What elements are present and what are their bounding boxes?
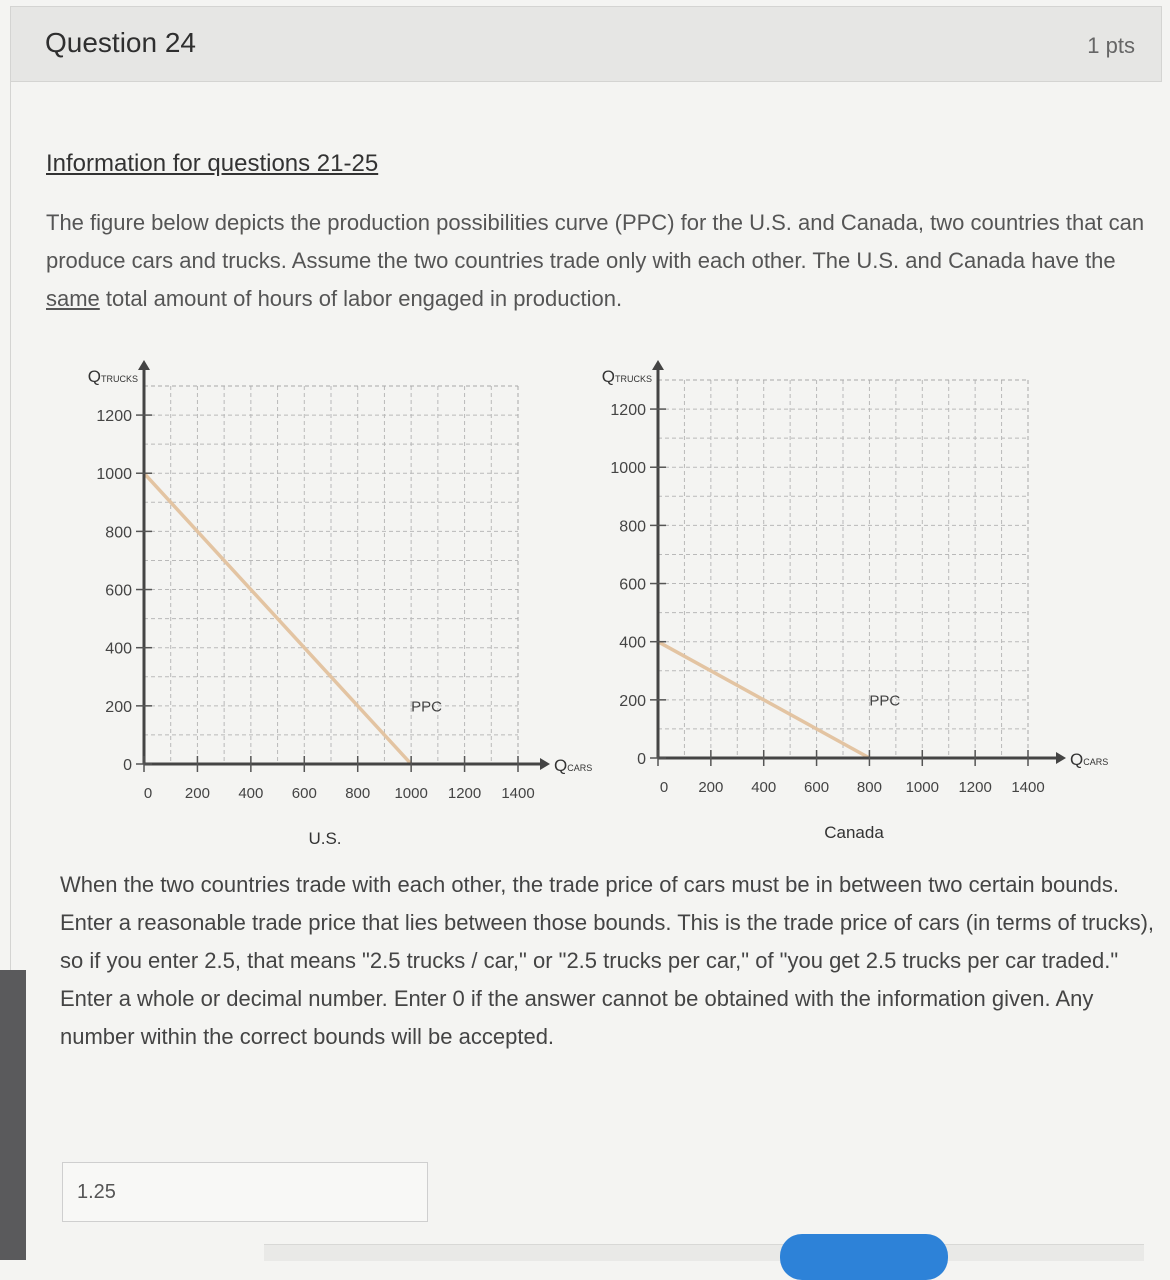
y-tick-label: 0 [637,751,646,768]
info-title: Information for questions 21-25 [46,150,379,177]
submit-button[interactable] [780,1234,948,1280]
y-tick-label: 800 [619,518,646,536]
y-axis-arrow [138,360,150,370]
info-text-part1: The figure below depicts the production possibilities curve (PPC) for the U.S. and Canada, two countries that can produce cars and trucks. Assume the two countries trade only with each other. The U.S. and Canada have the [46,210,1145,273]
x-tick-label: 0 [143,785,153,802]
y-tick-label: 200 [619,692,646,710]
x-axis-arrow [1056,752,1066,764]
question-points: 1 pts [1087,33,1135,58]
x-tick-label: 0 [659,779,669,796]
question-text: When the two countries trade with each other, the trade price of cars must be in between two certain bounds. Enter a reasonable trade price that lies between those bounds. This is the trade price of cars (in terms of trucks), so if you enter 2.5, that means "2.5 trucks / car," or "2.5 trucks per car," of "you get 2.5 trucks per car traded." Enter a whole or decimal number. Enter 0 if the answer cannot be obtained with the information given. Any number within the correct bounds will be accepted. [60,872,1155,1049]
x-tick-label: 600 [804,779,830,796]
y-tick-label: 800 [105,524,132,542]
y-tick-label: 1200 [610,402,646,420]
x-axis-label: QCARS [1070,750,1109,769]
y-tick-label: 1000 [96,466,132,484]
chart-title: Canada [824,823,884,842]
canada-ppc-chart [570,352,1130,852]
footer-bar [264,1244,1144,1261]
x-tick-label: 1200 [447,785,482,802]
y-tick-label: 200 [105,698,132,716]
x-tick-label: 200 [184,785,210,802]
y-axis-arrow [652,360,664,370]
x-tick-label: 800 [856,779,882,796]
x-tick-label: 1400 [1011,779,1045,796]
x-axis-label: QCARS [554,756,593,775]
x-tick-label: 1000 [905,779,939,796]
window-edge [0,970,26,1260]
ppc-annotation: PPC [869,692,901,710]
x-tick-label: 800 [345,785,371,802]
info-text-emphasis: same [46,286,100,311]
x-tick-label: 1000 [394,785,428,802]
y-tick-label: 600 [619,576,646,594]
x-tick-label: 400 [751,779,777,796]
x-tick-label: 1400 [501,785,535,802]
chart-title: U.S. [308,829,342,848]
x-tick-label: 1200 [958,779,992,796]
y-tick-label: 400 [619,634,646,652]
y-tick-label: 0 [123,757,132,774]
y-axis-label: QTRUCKS [87,367,138,386]
y-tick-label: 1200 [96,408,132,426]
y-axis-label: QTRUCKS [601,367,652,386]
y-tick-label: 1000 [610,460,646,478]
x-tick-label: 200 [698,779,724,796]
x-axis-arrow [540,758,550,770]
info-text [46,204,1146,318]
y-tick-label: 600 [105,582,132,600]
y-tick-label: 400 [105,640,132,658]
question-title: Question 24 [45,27,196,58]
x-tick-label: 600 [291,785,317,802]
info-text-part2: total amount of hours of labor engaged in production. [105,286,623,311]
ppc-annotation: PPC [411,698,442,716]
question-header [10,6,1162,82]
x-tick-label: 400 [238,785,264,802]
answer-input[interactable] [62,1162,428,1222]
us-ppc-chart [50,352,593,852]
